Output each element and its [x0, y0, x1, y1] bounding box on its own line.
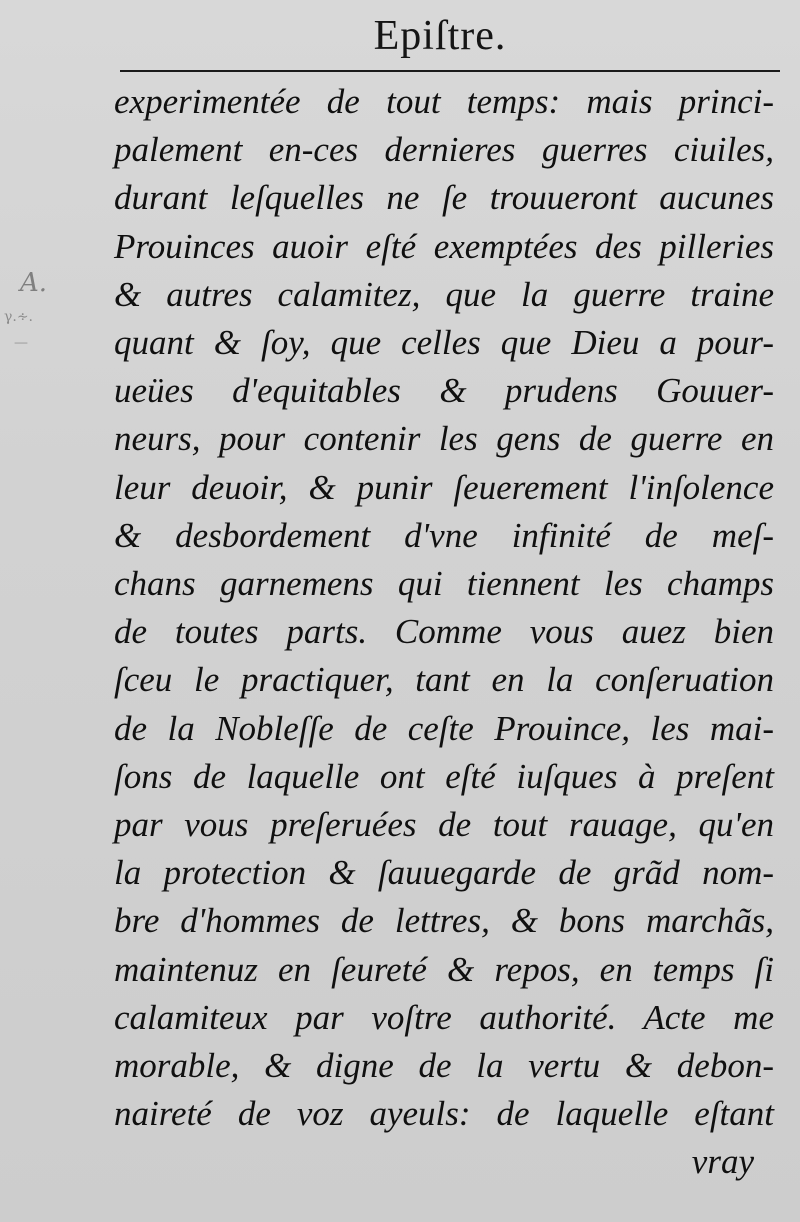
text-line: maintenuz en ſeureté & repos, en temps ſi	[114, 949, 774, 989]
margin-mark-tertiary: —	[14, 335, 28, 351]
text-line: par vous preſeruées de tout rauage, qu'en	[114, 805, 774, 845]
text-line: ſons de laquelle ont eſté iuſques à preſent	[114, 756, 774, 796]
body-text	[114, 78, 774, 1187]
text-line: naireté de voz ayeuls: de laquelle eſtant	[114, 1094, 774, 1134]
text-line: chans garnemens qui tiennent les champs	[114, 564, 774, 604]
text-line: morable, & digne de la vertu & debon-	[114, 1046, 774, 1086]
text-line: bre d'hommes de lettres, & bons marchãs,	[114, 901, 774, 941]
text-line: ſceu le practiquer, tant en la conſeruation	[114, 660, 774, 700]
text-line: de la Nobleſſe de ceſte Prouince, les mai-	[114, 708, 774, 748]
text-line: la protection & ſauuegarde de grãd nom-	[114, 853, 774, 893]
text-line: leur deuoir, & punir ſeuerement l'inſolence	[114, 467, 774, 507]
text-line: ueües d'equitables & prudens Gouuer-	[114, 371, 774, 411]
margin-mark-secondary: γ.∻.	[4, 309, 33, 325]
head-rule	[120, 70, 780, 72]
text-line: durant leſquelles ne ſe trouueront aucunes	[114, 178, 774, 218]
text-line: palement en-ces dernieres guerres ciuiles,	[114, 130, 774, 170]
running-head: Epiſtre.	[373, 13, 507, 59]
margin-mark: A.	[20, 268, 48, 298]
text-line: Prouinces auoir eſté exemptées des pilleries	[114, 226, 774, 266]
text-line: quant & ſoy, que celles que Dieu a pour-	[114, 323, 774, 363]
text-line: & desbordement d'vne infinité de meſ-	[114, 515, 774, 555]
text-line: & autres calamitez, que la guerre traine	[114, 274, 774, 314]
text-line: experimentée de tout temps: mais princi-	[114, 82, 774, 121]
catchword: vray	[691, 1142, 754, 1182]
text-line: de toutes parts. Comme vous auez bien	[114, 612, 774, 652]
text-line: neurs, pour contenir les gens de guerre en	[114, 419, 774, 459]
text-line: calamiteux par voſtre authorité. Acte me	[114, 997, 774, 1037]
show-through-margin	[0, 270, 70, 450]
